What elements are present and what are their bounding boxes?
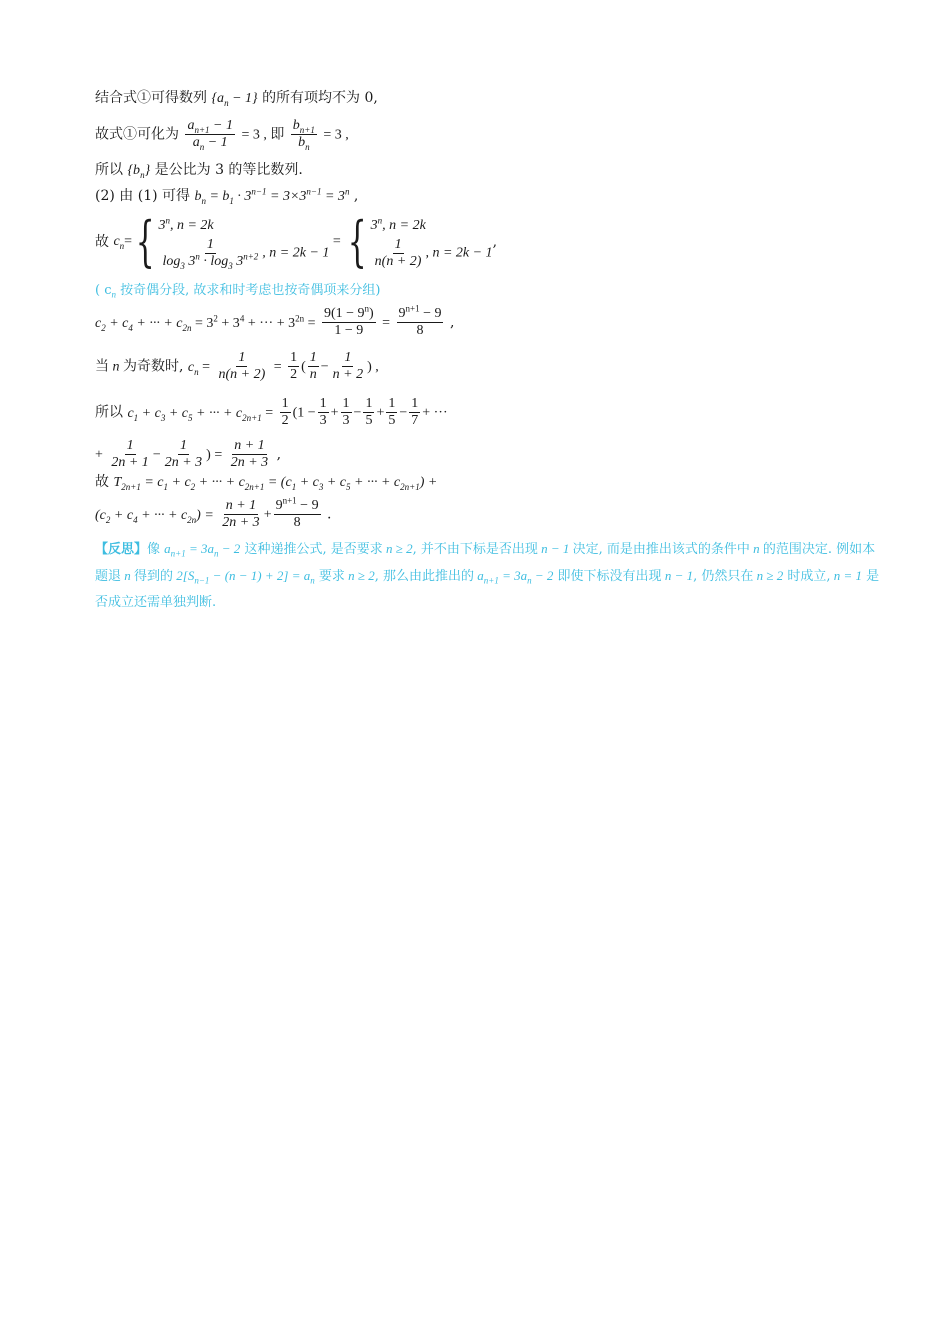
math-text: 4 <box>239 312 245 323</box>
math-text: − 9 <box>419 306 442 321</box>
brace-icon: { <box>135 210 155 273</box>
math-span <box>158 237 329 270</box>
math-span <box>371 237 493 270</box>
line-10 <box>95 438 281 471</box>
math-text: 1 <box>388 396 396 411</box>
math-span <box>191 312 316 331</box>
math-text: n + 2 <box>332 367 364 382</box>
fraction <box>163 438 204 471</box>
fraction <box>331 350 365 383</box>
line-5-piecewise <box>95 210 497 274</box>
math-span <box>127 406 261 421</box>
math-text: n = 1 <box>830 568 863 583</box>
fraction <box>216 350 267 383</box>
math-text: 7 <box>411 413 419 428</box>
math-text: 1 <box>163 481 168 492</box>
math-text: − (n − 1) + 2] = a <box>209 568 311 583</box>
fraction <box>229 438 270 471</box>
math-text: = 3 , 即 <box>241 127 285 143</box>
line-9 <box>95 396 448 429</box>
math-text: n <box>305 141 310 152</box>
math-span <box>185 118 235 135</box>
math-text: 4 <box>128 322 133 333</box>
math-span <box>191 135 230 151</box>
math-text: c <box>187 359 195 375</box>
math-span <box>296 135 312 151</box>
line-8 <box>95 350 379 383</box>
math-text: + c <box>168 475 191 490</box>
math-text: 3 <box>160 412 166 423</box>
math-text: 9(1 − 9 <box>323 306 365 321</box>
math-text: + ··· + c <box>132 315 183 331</box>
math-text: n − 1 <box>537 541 573 556</box>
math-text: 故 <box>95 234 109 250</box>
math-text: = (c <box>264 475 292 490</box>
fraction <box>220 498 261 531</box>
math-text: ) , <box>367 359 379 375</box>
math-text: 故式①可化为 <box>95 126 179 143</box>
math-text: = <box>304 315 316 331</box>
math-text: 2n+1 <box>121 481 141 492</box>
math-text: 3 <box>228 260 233 271</box>
math-text: n <box>344 186 350 197</box>
math-span <box>371 215 493 237</box>
math-text: − 1 <box>209 118 233 133</box>
math-text: c <box>95 315 102 331</box>
brace-icon: { <box>348 210 367 273</box>
math-text: − 9 <box>296 498 319 513</box>
math-text: , 仍然只在 <box>693 569 754 584</box>
math-text: 9 <box>398 306 406 321</box>
math-text: n <box>214 548 219 559</box>
math-text: 当 <box>95 358 109 375</box>
math-text: + c <box>296 475 319 490</box>
math-text: 2 <box>105 514 111 525</box>
math-text: 要求 <box>314 569 345 584</box>
math-span <box>113 232 124 252</box>
math-text: n <box>140 169 145 180</box>
fraction <box>160 237 260 270</box>
math-text: 时成立, <box>783 569 831 584</box>
math-text: n <box>109 359 123 375</box>
math-text: 1 <box>126 438 134 453</box>
math-text: 2n+1 <box>242 412 262 423</box>
math-text: 即使下标没有出现 <box>553 569 662 584</box>
reflection-paragraph <box>95 536 885 616</box>
math-text: ( c <box>95 283 112 298</box>
line-11 <box>95 472 437 493</box>
math-text: , 并不由下标是否出现 <box>412 542 538 557</box>
math-span: = <box>382 315 391 331</box>
math-text: n + 1 <box>225 498 257 513</box>
math-text: , <box>449 314 455 331</box>
math-text: 2n + 3 <box>164 455 203 470</box>
math-text: = <box>261 405 274 421</box>
fraction <box>280 396 291 429</box>
math-span <box>160 250 260 271</box>
math-text: 5 <box>346 481 351 492</box>
math-span <box>397 303 444 323</box>
math-text: 2n + 3 <box>230 455 269 470</box>
math-text: , n = 2k − 1 <box>262 245 330 261</box>
math-text: = <box>198 359 211 375</box>
math-text: n+2 <box>243 250 259 261</box>
math-text: n <box>201 195 206 206</box>
math-text: 3 <box>158 217 166 233</box>
math-text: 5 <box>188 412 193 423</box>
math-text: 1 <box>365 396 373 411</box>
fraction <box>318 396 329 429</box>
math-text: 1 <box>238 350 246 365</box>
math-text: 1 <box>309 350 317 365</box>
math-text: 的范围决定. 例如本题退 <box>95 542 876 584</box>
math-text: − <box>152 447 161 463</box>
math-text: = c <box>140 475 164 490</box>
line-3 <box>95 160 303 181</box>
math-span: = <box>329 234 345 249</box>
math-text: + ··· + c <box>350 475 401 490</box>
math-text: 1 <box>291 481 297 492</box>
math-text: 3 <box>319 413 327 428</box>
math-text: 像 <box>147 542 161 557</box>
math-text: + c <box>323 475 347 490</box>
math-text: 所以 <box>95 404 123 421</box>
math-text: 2n <box>187 514 197 525</box>
fraction <box>373 237 424 270</box>
math-span <box>95 508 214 523</box>
fraction <box>109 438 150 471</box>
math-text: 1 <box>394 236 402 252</box>
math-text: n−1 <box>194 575 210 586</box>
math-text: a <box>474 568 484 583</box>
math-text: 1 <box>133 412 139 423</box>
math-text: − 2 <box>218 541 241 556</box>
math-text: 5 <box>365 413 373 428</box>
math-text: (c <box>95 507 106 523</box>
math-text: {a <box>211 91 225 106</box>
fraction <box>341 396 352 429</box>
line-2 <box>95 118 349 151</box>
math-text: n <box>749 541 763 556</box>
math-text: 决定, 而是由推出该式的条件中 <box>572 542 750 557</box>
math-text: n <box>119 240 125 251</box>
math-text: n <box>165 214 170 225</box>
math-text: ) = <box>196 507 214 523</box>
math-text: 得到的 <box>134 569 174 584</box>
math-text: 按奇偶分段, 故求和时考虑也按奇偶项来分组) <box>116 283 381 298</box>
math-span <box>474 568 554 586</box>
math-text: n+1 <box>483 575 499 586</box>
math-span <box>274 495 321 515</box>
math-text: + <box>263 507 272 523</box>
math-text: 是否成立还需单独判断. <box>95 569 880 610</box>
math-text: } <box>144 163 151 178</box>
math-span <box>95 316 192 331</box>
math-text: + c <box>165 405 189 421</box>
fraction <box>288 350 299 383</box>
math-text: + <box>330 405 339 421</box>
math-text: n(n + 2) <box>374 253 422 269</box>
math-text: + <box>95 447 103 463</box>
math-text: n−1 <box>306 186 322 197</box>
math-text: n+1 <box>282 495 297 506</box>
math-text: 1 <box>206 236 214 252</box>
math-text: 所以 <box>95 162 123 178</box>
math-text: ) = <box>206 447 223 463</box>
math-text: − <box>353 405 362 421</box>
math-text: ) <box>369 306 374 321</box>
math-text: − 1} <box>228 91 258 106</box>
math-text: 3 <box>232 253 244 269</box>
math-text: + c <box>105 315 129 331</box>
line-1 <box>95 88 378 109</box>
math-text: 是公比为 3 的等比数列. <box>154 162 303 178</box>
math-text: − <box>320 359 329 375</box>
math-text: {b <box>127 163 141 178</box>
fraction <box>397 303 444 339</box>
math-span <box>127 163 150 178</box>
math-text: n ≥ 2 <box>344 568 375 583</box>
math-span <box>113 475 437 490</box>
math-text: 3 <box>370 217 378 233</box>
fraction <box>409 396 420 429</box>
line-7 <box>95 303 455 339</box>
math-text: 1 <box>290 350 298 365</box>
math-text: = 3 <box>191 315 214 331</box>
math-text: 2 <box>213 312 218 323</box>
math-text: n <box>364 303 370 314</box>
fraction <box>274 495 321 531</box>
math-text: n <box>527 575 532 586</box>
math-text: 3 <box>180 260 185 271</box>
cases-2 <box>371 215 493 270</box>
math-text: (1 − <box>292 405 316 421</box>
math-text: + c <box>138 405 161 421</box>
math-text: n+1 <box>405 303 420 314</box>
math-text: 的所有项均不为 0, <box>262 90 378 106</box>
math-text: , 那么由此推出的 <box>374 569 475 584</box>
math-text: ( <box>301 359 306 375</box>
math-span <box>291 118 317 135</box>
math-text: − <box>399 405 408 421</box>
fraction <box>322 303 376 339</box>
math-text: 1 − 9 <box>334 323 364 338</box>
math-text: + ··· + c <box>192 405 243 421</box>
math-text: 2 <box>281 413 289 428</box>
math-text: n <box>309 367 317 382</box>
math-text: n+1 <box>194 124 210 135</box>
math-text: , <box>272 446 282 463</box>
math-text: 2 <box>101 322 106 333</box>
math-text: 1 <box>411 396 419 411</box>
math-text: n ≥ 2 <box>382 541 413 556</box>
math-text: 2[S <box>173 568 195 583</box>
math-text: n + 1 <box>234 438 265 453</box>
fraction <box>363 396 374 429</box>
math-text: 3 <box>318 481 324 492</box>
math-text: ) + <box>419 475 438 490</box>
math-text: n <box>310 575 315 586</box>
math-text: 1 <box>342 396 350 411</box>
math-text: 这种递推公式, 是否要求 <box>240 542 383 557</box>
math-text: 【反思】 <box>95 542 148 557</box>
math-text: 2n + 1 <box>111 455 149 470</box>
math-text: , n = 2k − 1 <box>425 245 493 261</box>
math-text: 1 <box>319 396 327 411</box>
math-text: T <box>113 475 122 490</box>
math-text: = 3 <box>321 189 345 204</box>
math-text: n <box>111 289 116 300</box>
math-text: 8 <box>293 515 301 530</box>
math-text: · log <box>199 253 229 269</box>
math-text: 2n+1 <box>244 481 265 492</box>
math-text: 4 <box>133 514 138 525</box>
math-text: + ··· + c <box>195 475 245 490</box>
line-12 <box>95 495 332 531</box>
math-text: − 1 <box>204 135 228 150</box>
cases-1 <box>158 215 329 270</box>
math-text: = 3×3 <box>266 189 307 204</box>
math-text: n <box>195 250 200 261</box>
math-text: , n = 2k <box>169 217 214 233</box>
math-text: = 3a <box>185 541 215 556</box>
math-span <box>194 186 350 206</box>
math-text: n <box>224 97 229 108</box>
text: 结合式①可得数列 <box>95 90 207 106</box>
math-text: , <box>353 188 359 204</box>
fraction <box>308 350 319 383</box>
math-text: , <box>492 234 498 250</box>
math-text: n+1 <box>299 124 315 135</box>
math-text: n <box>377 214 383 225</box>
math-text: n(n + 2) <box>218 367 266 382</box>
math-text: = <box>273 359 282 375</box>
fraction <box>386 396 397 429</box>
math-text: 故 <box>95 474 109 490</box>
math-span <box>173 568 315 586</box>
math-text: c <box>113 234 120 249</box>
math-text: + ··· <box>422 405 448 421</box>
math-span <box>211 91 257 106</box>
math-text: c <box>127 405 134 421</box>
math-text: . <box>322 506 332 523</box>
math-text: 1 <box>179 438 187 453</box>
math-text: + c <box>110 507 134 523</box>
math-text: n+1 <box>170 548 186 559</box>
math-text: 为奇数时, <box>123 358 184 375</box>
math-text: + <box>376 405 385 421</box>
math-text: n ≥ 2 <box>753 568 784 583</box>
hint-note <box>95 281 380 301</box>
line-4 <box>95 186 358 207</box>
math-span <box>164 541 241 559</box>
math-text: 3 <box>342 413 350 428</box>
math-text: 1 <box>281 396 289 411</box>
math-text: · 3 <box>233 189 252 204</box>
math-text: 2 <box>290 367 298 382</box>
fraction <box>185 118 235 151</box>
math-text: n <box>121 568 135 583</box>
math-text: + ··· + 3 <box>244 315 296 331</box>
math-text: b <box>194 189 202 204</box>
math-text: (2) 由 (1) 可得 <box>95 188 191 204</box>
math-text: = <box>124 234 133 249</box>
math-text: 2n + 3 <box>222 515 260 530</box>
math-text: n <box>194 366 199 377</box>
math-text: n − 1 <box>661 568 694 583</box>
math-span <box>188 360 199 375</box>
math-text: 3 <box>184 253 196 269</box>
math-text: b <box>298 135 306 150</box>
math-text: 5 <box>388 413 396 428</box>
math-text: = 3a <box>498 568 528 583</box>
math-text: 8 <box>416 323 424 338</box>
math-text: 2n <box>295 312 305 323</box>
math-text: , n = 2k <box>382 217 426 233</box>
math-text: a <box>192 135 200 150</box>
math-text: = b <box>205 189 230 204</box>
math-text: = 3 , <box>323 127 349 143</box>
math-text: − 2 <box>531 568 554 583</box>
math-text: n <box>199 141 205 152</box>
math-text: + 3 <box>217 315 240 331</box>
math-text: a <box>187 118 195 133</box>
math-span <box>158 215 329 237</box>
math-text: n−1 <box>251 186 267 197</box>
math-text: b <box>292 118 300 133</box>
math-text: 1 <box>229 195 234 206</box>
math-text: 9 <box>275 498 283 513</box>
math-text: + ··· + c <box>137 507 188 523</box>
math-span <box>322 303 376 323</box>
math-text: log <box>162 253 181 269</box>
math-text: 1 <box>344 350 352 365</box>
math-text: 2n <box>182 322 192 333</box>
math-text: a <box>164 541 171 556</box>
math-text: 2n+1 <box>400 481 420 492</box>
fraction <box>291 118 317 151</box>
math-text: 2 <box>190 481 196 492</box>
